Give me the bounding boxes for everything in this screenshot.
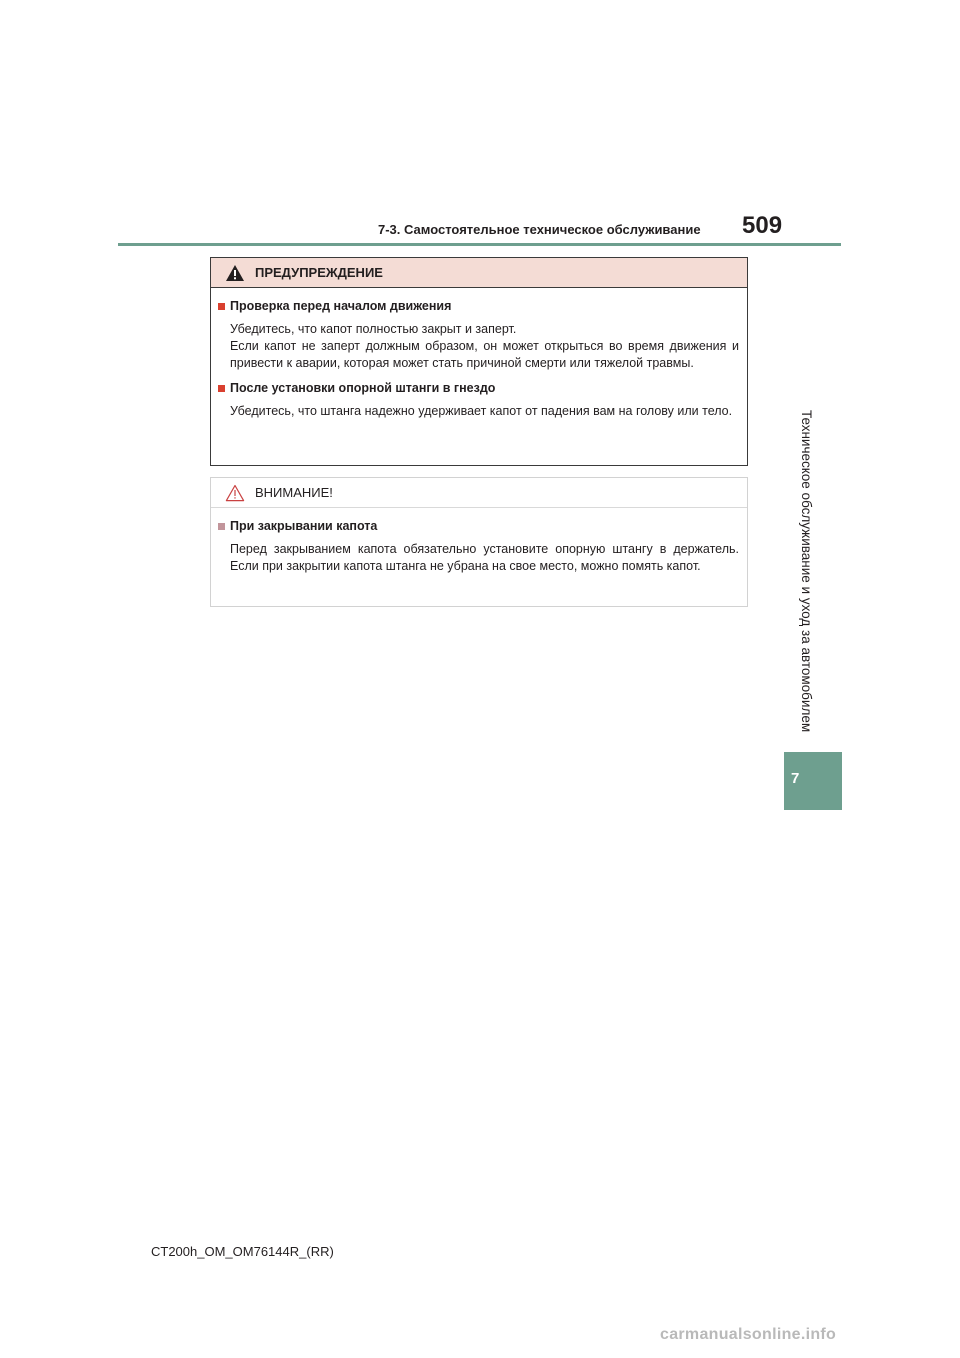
section-heading-text: После установки опорной штанги в гнездо (230, 381, 496, 395)
watermark: carmanualsonline.info (660, 1326, 837, 1343)
notice-section-closing (218, 519, 739, 575)
section-text (218, 321, 739, 372)
warning-triangle-icon (225, 264, 245, 282)
notice-title: ВНИМАНИЕ! (255, 485, 333, 500)
warning-section-check (218, 299, 739, 372)
page-number: 509 (742, 212, 783, 239)
section-heading-text: При закрывании капота (230, 519, 378, 533)
notice-header (211, 478, 747, 508)
notice-box (210, 477, 748, 607)
warning-section-stay (218, 381, 739, 420)
header-divider (118, 243, 841, 246)
section-heading (218, 299, 739, 313)
warning-box (210, 257, 748, 466)
section-title: 7-3. Самостоятельное техническое обслуживание (378, 222, 701, 237)
warning-title: ПРЕДУПРЕЖДЕНИЕ (255, 265, 383, 280)
section-heading-text: Проверка перед началом движения (230, 299, 452, 313)
section-heading (218, 381, 739, 395)
paragraph: Перед закрыванием капота обязательно установите опорную штангу в держатель. Если при закрытии капота штанга не убрана на свое место, можно помять капот. (230, 542, 739, 573)
section-heading (218, 519, 739, 533)
section-text (218, 541, 739, 575)
section-text (218, 403, 739, 420)
caution-triangle-icon (225, 484, 245, 502)
chapter-side-title: Техническое обслуживание и уход за автомобилем (799, 410, 814, 733)
chapter-number: 7 (791, 770, 800, 787)
square-bullet-icon (218, 385, 225, 392)
paragraph: Если капот не заперт должным образом, он может открыться во время движения и привести к аварии, которая может стать причиной смерти или тяжелой травмы. (230, 339, 739, 370)
paragraph: Убедитесь, что штанга надежно удерживает капот от падения вам на голову или тело. (230, 404, 733, 418)
square-bullet-icon (218, 303, 225, 310)
paragraph: Убедитесь, что капот полностью закрыт и заперт. (230, 322, 517, 336)
chapter-tab (784, 752, 842, 810)
notice-body (211, 508, 747, 575)
warning-body (211, 288, 747, 420)
warning-header (211, 258, 747, 288)
document-id: CT200h_OM_OM76144R_(RR) (151, 1244, 334, 1259)
square-bullet-icon (218, 523, 225, 530)
